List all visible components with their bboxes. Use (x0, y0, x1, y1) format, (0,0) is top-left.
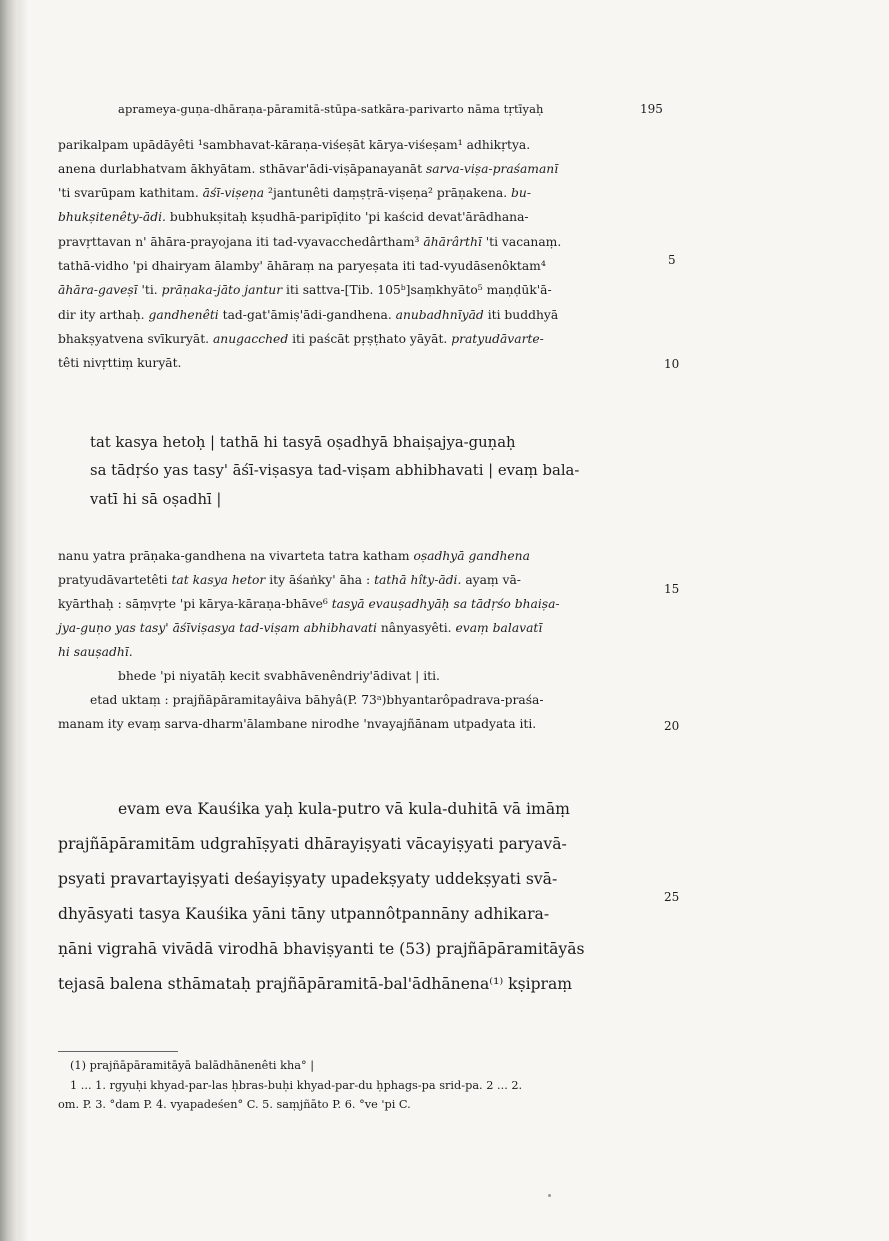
line-number: 15 (664, 582, 680, 596)
root-text-line: sa tādṛśo yas tasy' āśī-viṣasya tad-viṣam abhibhavati | evaṃ bala- (90, 462, 580, 479)
commentary-line (58, 593, 658, 615)
text-run: 'ti vacanaṃ. (481, 235, 562, 249)
quoted-term: āhārârthī (423, 235, 482, 249)
text-run: 'ti svarūpam kathitam. (58, 186, 203, 200)
page-number: 195 (640, 102, 663, 116)
commentary-line (58, 328, 658, 350)
text-run: pratyudāvartetêti (58, 573, 172, 587)
footnote: 1 ... 1. rgyuḥi khyad-par-las ḥbras-buḥi khyad-par-du ḥphags-pa srid-pa. 2 ... 2. (70, 1079, 523, 1092)
commentary-line: parikalpam upādāyêti ¹sambhavat-kāraṇa-viśeṣāt kārya-viśeṣam¹ adhikṛtya. (58, 138, 531, 152)
scan-binding-edge (0, 0, 18, 1241)
quoted-term: anubadhnīyād (395, 308, 484, 322)
line-number: 20 (664, 719, 680, 733)
quoted-term: gandhenêti (148, 308, 219, 322)
text-run: ²jantunêti daṃṣṭrā-viṣeṇa² prāṇakena. (264, 186, 512, 200)
commentary-line (58, 304, 658, 326)
quoted-term: oṣadhyā gandhena (413, 549, 530, 563)
commentary-line: manam ity evaṃ sarva-dharm'ālambane nirodhe 'nvayajñānam utpadyata iti. (58, 717, 537, 731)
text-run: ayaṃ vā- (461, 573, 521, 587)
text-run: nânyasyêti. (376, 621, 456, 635)
quoted-term: āhāra-gaveṣī (58, 283, 138, 297)
quoted-term: prāṇaka-jāto jantur (161, 283, 283, 297)
footnote: (1) prajñāpāramitāyā balādhānenêti kha° | (70, 1059, 315, 1072)
root-text-line: ṇāni vigrahā vivādā virodhā bhaviṣyanti te (53) prajñāpāramitāyās (58, 940, 585, 958)
root-text-line: tejasā balena sthāmataḥ prajñāpāramitā-bal'ādhānena⁽¹⁾ kṣipraṃ (58, 975, 573, 993)
quoted-term: evaṃ balavatī (455, 621, 543, 635)
line-number: 10 (664, 357, 680, 371)
running-title: aprameya-guṇa-dhāraṇa-pāramitā-stūpa-satkāra-parivarto nāma tṛtīyaḥ (118, 102, 544, 116)
commentary-line (58, 206, 658, 228)
root-text-line: dhyāsyati tasya Kauśika yāni tāny utpannôtpannāny adhikara- (58, 905, 550, 923)
root-text-line: psyati pravartayiṣyati deśayiṣyaty upadekṣyaty uddekṣyati svā- (58, 870, 558, 888)
quoted-term: pratyudāvarte- (451, 332, 544, 346)
line-number: 25 (664, 890, 680, 904)
text-run: iti sattva-[Tib. 105ᵇ]saṃkhyāto⁵ maṇḍūk'ā- (282, 283, 552, 297)
commentary-line (58, 545, 658, 567)
commentary-line: etad uktaṃ : prajñāpāramitayâiva bāhyâ(P. 73ᵃ)bhyantarôpadrava-praśa- (90, 693, 544, 707)
quoted-term: tat kasya hetor (171, 573, 266, 587)
text-run: bubhukṣitaḥ kṣudhā-paripīḍito 'pi kaścid devat'ārādhana- (165, 210, 529, 224)
verse-quote-line: bhede 'pi niyatāḥ kecit svabhāvenêndriy'ādivat | iti. (118, 669, 440, 683)
root-text-line: tat kasya hetoḥ | tathā hi tasyā oṣadhyā bhaiṣajya-guṇaḥ (90, 434, 516, 451)
scan-speck (548, 1194, 551, 1197)
quoted-term: sarva-viṣa-praśamanī (425, 162, 559, 176)
footnote: om. P. 3. °dam P. 4. vyapadeśen° C. 5. saṃjñāto P. 6. °ve 'pi C. (58, 1098, 411, 1111)
text-run: nanu yatra prāṇaka-gandhena na vivarteta tatra katham (58, 549, 414, 563)
quoted-term: bu- (511, 186, 531, 200)
text-run: iti buddhyā (483, 308, 559, 322)
quoted-term: tathā hîty-ādi. (374, 573, 462, 587)
commentary-line (58, 569, 658, 591)
text-run: 'ti. (137, 283, 162, 297)
commentary-line (58, 641, 658, 663)
footnote-rule (58, 1051, 178, 1052)
root-text-line: vatī hi sā oṣadhī | (90, 491, 222, 508)
line-number: 5 (668, 253, 676, 267)
text-run: kyārthaḥ : sāṃvṛte 'pi kārya-kāraṇa-bhāve⁶ (58, 597, 332, 611)
text-run: tad-gat'āmiṣ'ādi-gandhena. (218, 308, 396, 322)
text-run: bhakṣyatvena svīkuryāt. (58, 332, 213, 346)
quoted-term: bhukṣitenêty-ādi. (58, 210, 166, 224)
text-run: pravṛttavan n' āhāra-prayojana iti tad-vyavacchedârtham³ (58, 235, 424, 249)
commentary-line (58, 231, 658, 253)
commentary-line (58, 279, 658, 301)
text-run: iti paścāt pṛṣṭhato yāyāt. (288, 332, 452, 346)
root-text-line: evam eva Kauśika yaḥ kula-putro vā kula-duhitā vā imāṃ (118, 800, 570, 818)
commentary-line (58, 182, 658, 204)
text-run: dir ity arthaḥ. (58, 308, 149, 322)
quoted-term: hi sauṣadhī. (58, 645, 133, 659)
quoted-term: jya-guṇo yas tasy' āśīviṣasya tad-viṣam abhibhavati (58, 621, 377, 635)
quoted-term: tasyā evauṣadhyāḥ sa tādṛśo bhaiṣa- (331, 597, 560, 611)
scan-binding-shadow (18, 0, 28, 1241)
commentary-line: têti nivṛttiṃ kuryāt. (58, 356, 182, 370)
root-text-line: prajñāpāramitām udgrahīṣyati dhārayiṣyati vācayiṣyati paryavā- (58, 835, 567, 853)
text-run: ity āśaṅky' āha : (265, 573, 375, 587)
text-run: anena durlabhatvam ākhyātam. sthāvar'ādi-viṣāpanayanāt (58, 162, 426, 176)
quoted-term: āśī-viṣeṇa (202, 186, 265, 200)
commentary-line: tathā-vidho 'pi dhairyam ālamby' āhāraṃ na paryeṣata iti tad-vyudāsenôktam⁴ (58, 259, 546, 273)
commentary-line (58, 617, 658, 639)
commentary-line (58, 158, 658, 180)
quoted-term: anugacched (212, 332, 289, 346)
